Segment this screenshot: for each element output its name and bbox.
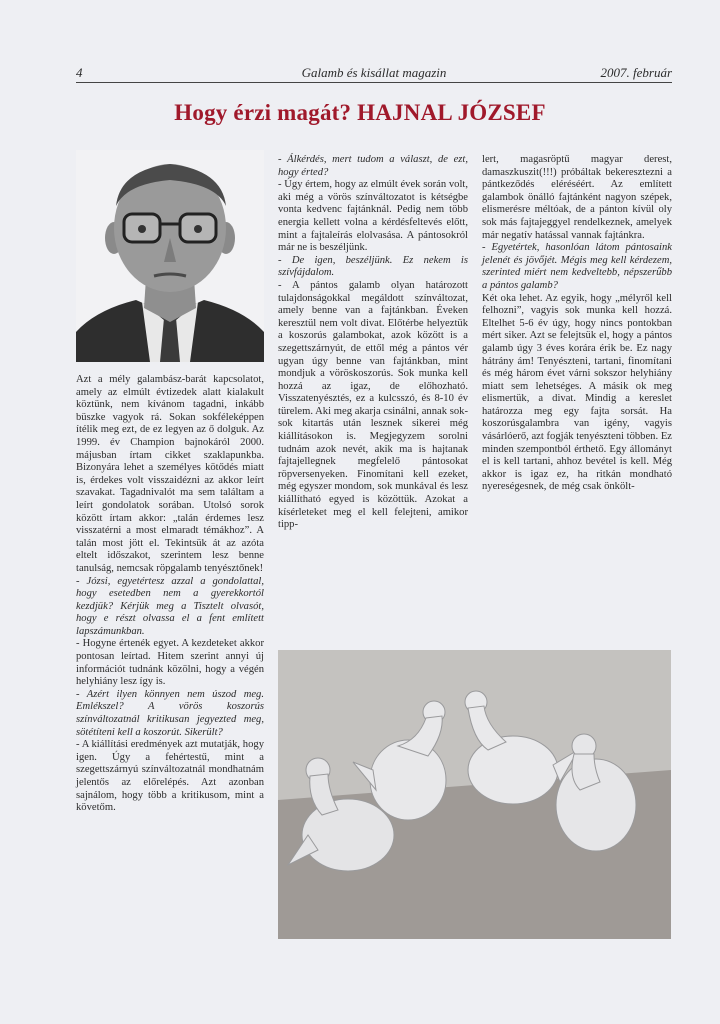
paragraph: - Hogyne értenék egyet. A kezdeteket akkor pontosan leírtad. Hitem szerint annyi új információt tudnánk közölni, hogy a végén helyhiány lesz így is. (76, 638, 264, 688)
paragraph: Két oka lehet. Az egyik, hogy „mélyről kell felhozni”, vagyis sok munka kell hozzá. Eltelhet 5-6 év úgy, hogy nincs pontokban mért siker. Azt se felejtsük el, hogy a pántos galamb úgy 3 éves korára érik be. Ez nagy hátrány ám! Tenyészteni, tartani, finomítani és még három évet várni sokszor helyhiány miatt sem lehetséges. A másik ok meg elismertük, a divat. Mindig a kereslet határozza meg egy fajta sorsát. Ha koszorúsgalambra van igény, vagyis vásárlóerő, azt fogják tenyészteni többen. Ez minden szempontból érthető. Egy állományt el is kell tartani, ahhoz bevétel is kell. Még akkor is igaz ez, ha ritkán mondható nyereségesnek, de még csak önkölt- (482, 292, 672, 493)
paragraph: - A pántos galamb olyan határozott tulajdonságokkal megáldott színváltozat, amely benne van a fajtánkban. Éveken keresztül nem volt divat. Előtérbe helyeztük a koszorús galambokat, azok között is a szegettszárnyút, de ettől még a pántos vér ugyan úgy benne van fajtánkban, mint mondjuk a vöröskoszorús. Sok munka kell hozzá az igaz, de előhozható. Visszatenyésztés, ez a kulcsszó, és 8-10 év türelem. Aki meg akarja csinálni, annak sok-sok kitartás után lesznek sikerei még kiállításokon is. Megjegyzem sorolni tudnám azok nevét, akik ma is hajtanak fajtajellegnek megfelelő pántosokat röpversenyeken. Finomítani kell ezeket, még egyszer mondom, sok munkával és lesz kiállítható egyed is közöttük. Azokat a kísérleteket meg el kell felejteni, amikor tipp- (278, 279, 468, 531)
white-pigeons-photo (278, 650, 671, 939)
paragraph: - A kiállítási eredmények azt mutatják, hogy igen. Úgy a fehértestű, mint a szegettszárnyú színváltozatnál mondhatnám jelentős az előrelépés. Azt azonban sajnálom, hogy több a kritikusom, mint a követőm. (76, 739, 264, 814)
article-column-1 (76, 374, 264, 815)
magazine-title: Galamb és kisállat magazin (301, 65, 447, 80)
paragraph: Azt a mély galambász-barát kapcsolatot, amely az elmúlt évtizedek alatt kialakult köztünk, nem kívánom tagadni, inkább büszke vagyok rá. Sokan sokféleképpen ítélik meg ezt, de ez legyen az ő dolguk. Az 1999. év Champion bajnokáról 2000. májusban írtam cikket szaklapunkba. Bizonyára lehet a személyes kötődés miatt is, érdekes volt visszaidézni az akkor leírt szavakat. Tagadnivalót ma sem találtam a leírt gondolatok sorában. Utolsó sorok között írtam akkor: „talán érdemes lesz visszatérni a most elmaradt témákhoz”. A talán most jött el. Tekintsük át az azóta eltelt időszakot, szerintem lesz benne tanulság, nemcsak röpgalamb tenyésztőnek! (76, 374, 264, 574)
portrait-photo (76, 150, 264, 362)
page-number: 4 (76, 65, 83, 80)
interview-question: - Egyetértek, hasonlóan látom pántosaink jelenét és jövőjét. Mégis meg kell kérdezem, szerinted miért nem kedveltebb, népszerűbb a pántos galamb? (482, 242, 672, 291)
paragraph: lert, magasröptű magyar derest, damaszkuszit(!!!) próbáltak bekeresztezni a pántkeződés eléréséért. Az említett galambok önálló fajtánként nagyon szépek, elismerésre méltóak, de a pánton kívül oly sok más fajtajeggyel rendelkeznek, amelyek már negatív hatással vannak fajtánkra. (482, 154, 672, 241)
paragraph: - Úgy értem, hogy az elmúlt évek során volt, aki még a vörös színváltozatot is kétségbe vonta kedvenc fajtánknál. Pedig nem több energia kellett volna a kérdésfeltevés előtt, mint a fajtaleírás elolvasása. A pántosokról már ne is beszéljünk. (278, 179, 468, 254)
interview-question: - Azért ilyen könnyen nem úszod meg. Emlékszel? A vörös koszorús színváltozatnál kritikusan jegyezted meg, sötétíteni kell a koszorút. Sikerült? (76, 688, 264, 738)
article-column-3 (482, 154, 672, 494)
article-headline: Hogy érzi magát? HAJNAL JÓZSEF (174, 100, 546, 125)
interview-question: - Álkérdés, mert tudom a választ, de ezt, hogy érted? (278, 154, 468, 178)
issue-date: 2007. február (600, 65, 672, 80)
interview-question: - De igen, beszéljünk. Ez nekem is szívfájdalom. (278, 254, 468, 279)
interview-question: - Józsi, egyetértesz azzal a gondolattal, hogy esetedben nem a gyerekkortól kezdjük? Kérjük meg a Tisztelt olvasót, hogy e részt olvassa el a fent említett lapszámunkban. (76, 575, 264, 637)
running-header (76, 64, 672, 83)
article-column-2 (278, 154, 468, 532)
